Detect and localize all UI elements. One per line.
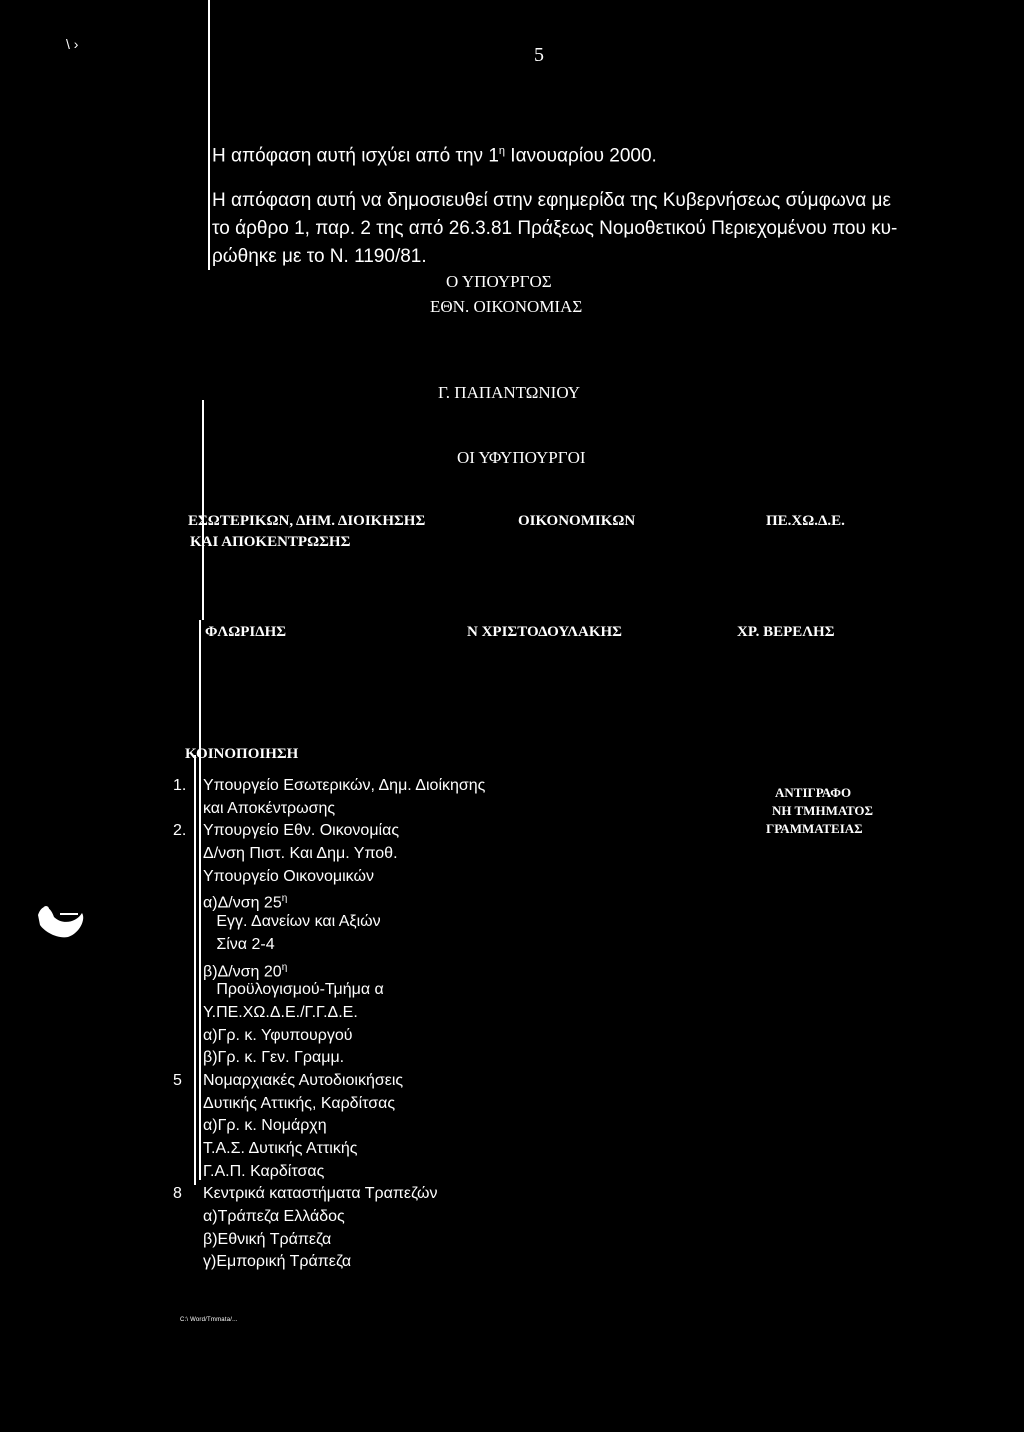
deputy-name-2: Ν ΧΡΙΣΤΟΔΟΥΛΑΚΗΣ: [467, 624, 622, 640]
minister-title-2: ΕΘΝ. ΟΙΚΟΝΟΜΙΑΣ: [430, 297, 583, 316]
effective-date-sup: η: [498, 145, 506, 157]
notification-item: [173, 1025, 485, 1048]
notification-item-text: γ)Εμπορική Τράπεζα: [203, 1253, 352, 1271]
notification-item-text: Υπουργείο Οικονομικών: [203, 867, 374, 885]
notification-item-text: α)Δ/νση 25: [203, 894, 282, 912]
notification-item: [173, 911, 485, 934]
copy-stamp-line-1: ΑΝΤΙΓΡΑΦΟ: [775, 785, 852, 800]
notification-item-text: Δυτικής Αττικής, Καρδίτσας: [203, 1094, 396, 1112]
notification-item: [173, 1229, 485, 1252]
notification-item: [173, 888, 485, 911]
notification-item: [173, 1002, 485, 1025]
notification-item: [173, 1206, 485, 1229]
notification-item: [173, 1070, 485, 1093]
minister-title-1: Ο ΥΠΟΥΡΓΟΣ: [446, 272, 552, 291]
notification-heading: ΚΟΙΝΟΠΟΙΗΣΗ: [185, 746, 299, 762]
deputy-ministry-interior-1: ΕΣΩΤΕΡΙΚΩΝ, ΔΗΜ. ΔΙΟΙΚΗΣΗΣ: [188, 513, 426, 529]
notification-item: [173, 934, 485, 957]
margin-line-mid: [202, 400, 204, 620]
notification-item-text: β)Γρ. κ. Γεν. Γραμμ.: [203, 1049, 345, 1067]
deputy-ministry-pehode: ΠΕ.ΧΩ.Δ.Ε.: [766, 513, 845, 529]
deputy-name-3: ΧΡ. ΒΕΡΕΛΗΣ: [737, 624, 835, 640]
notification-item-text: Υπουργείο Εσωτερικών, Δημ. Διοίκησης: [203, 777, 486, 794]
notification-item-text: β)Δ/νση 20: [203, 962, 282, 980]
footer-file-path: C:\ Word/Tmmata/...: [180, 1317, 238, 1323]
publication-line-1: Η απόφαση αυτή να δημοσιευθεί στην εφημερίδα της Κυβερνήσεως σύμφωνα με: [212, 190, 891, 211]
notification-item: [173, 775, 485, 798]
notification-item-text: Δ/νση Πιστ. Και Δημ. Υποθ.: [203, 845, 398, 863]
notification-item: [173, 798, 485, 821]
notification-item-text: Υ.ΠΕ.ΧΩ.Δ.Ε./Γ.Γ.Δ.Ε.: [203, 1003, 358, 1021]
notification-item: [173, 1047, 485, 1070]
notification-item-text: α)Γρ. κ. Υφυπουργού: [203, 1026, 353, 1044]
notification-item: [173, 1138, 485, 1161]
notification-item-text: Τ.Α.Σ. Δυτικής Αττικής: [203, 1140, 358, 1157]
publication-line-3: ρώθηκε με το Ν. 1190/81.: [212, 246, 427, 267]
notification-list: [173, 775, 485, 1274]
publication-paragraph: [212, 187, 897, 271]
effective-date-text-end: Ιανουαρίου 2000.: [505, 145, 657, 167]
notification-item: [173, 820, 485, 843]
notification-item-text: Νομαρχιακές Αυτοδιοικήσεις: [203, 1071, 404, 1089]
notification-item-number: 2.: [173, 822, 187, 840]
margin-line-top: [208, 0, 210, 270]
effective-date-text: Η απόφαση αυτή ισχύει από την 1: [212, 145, 499, 167]
effective-date-paragraph: [212, 145, 657, 167]
deputy-ministry-interior-2: ΚΑΙ ΑΠΟΚΕΝΤΡΩΣΗΣ: [190, 534, 351, 550]
notification-item: [173, 866, 485, 889]
notification-item-sup: η: [281, 961, 288, 973]
minister-name: Γ. ΠΑΠΑΝΤΩΝΙΟΥ: [438, 383, 581, 402]
scan-blob-mark: [30, 895, 90, 945]
publication-line-2: το άρθρο 1, παρ. 2 της από 26.3.81 Πράξεως Νομοθετικού Περιεχομένου που κυ-: [212, 218, 898, 239]
notification-item: [173, 979, 485, 1002]
notification-item: [173, 843, 485, 866]
notification-item-text: και Αποκέντρωσης: [203, 799, 336, 817]
notification-item: [173, 957, 485, 980]
notification-item: [173, 1093, 485, 1116]
notification-item-text: Εγγ. Δανείων και Αξιών: [203, 913, 381, 931]
notification-item: [173, 1115, 485, 1138]
copy-stamp-line-2: ΝΗ ΤΜΗΜΑΤΟΣ: [772, 803, 874, 818]
notification-item: [173, 1251, 485, 1274]
deputy-name-1: ΦΛΩΡΙΔΗΣ: [205, 624, 287, 640]
notification-item: [173, 1183, 485, 1206]
deputies-heading: ΟΙ ΥΦΥΠΟΥΡΓΟΙ: [457, 448, 586, 467]
notification-item-text: Προϋλογισμού-Τμήμα α: [203, 981, 384, 999]
notification-item-text: β)Εθνική Τράπεζα: [203, 1230, 332, 1248]
corner-marks: \ ›: [66, 36, 79, 52]
copy-stamp-line-3: ΓΡΑΜΜΑΤΕΙΑΣ: [766, 821, 863, 836]
notification-item-number: 1.: [173, 777, 187, 794]
notification-item-number: 5: [173, 1071, 182, 1089]
page-number: 5: [534, 44, 544, 66]
notification-item-text: Υπουργείο Εθν. Οικονομίας: [203, 822, 400, 840]
notification-item-text: Κεντρικά καταστήματα Τραπεζών: [203, 1185, 438, 1203]
notification-item-sup: η: [281, 893, 288, 905]
notification-item-number: 8: [173, 1185, 182, 1203]
notification-item-text: α)Γρ. κ. Νομάρχη: [203, 1117, 327, 1135]
notification-item-text: Γ.Α.Π. Καρδίτσας: [203, 1162, 325, 1180]
notification-item-text: Σίνα 2-4: [203, 935, 275, 953]
notification-item: [173, 1161, 485, 1184]
deputy-ministry-finance: ΟΙΚΟΝΟΜΙΚΩΝ: [518, 513, 636, 529]
notification-item-text: α)Τράπεζα Ελλάδος: [203, 1208, 345, 1226]
